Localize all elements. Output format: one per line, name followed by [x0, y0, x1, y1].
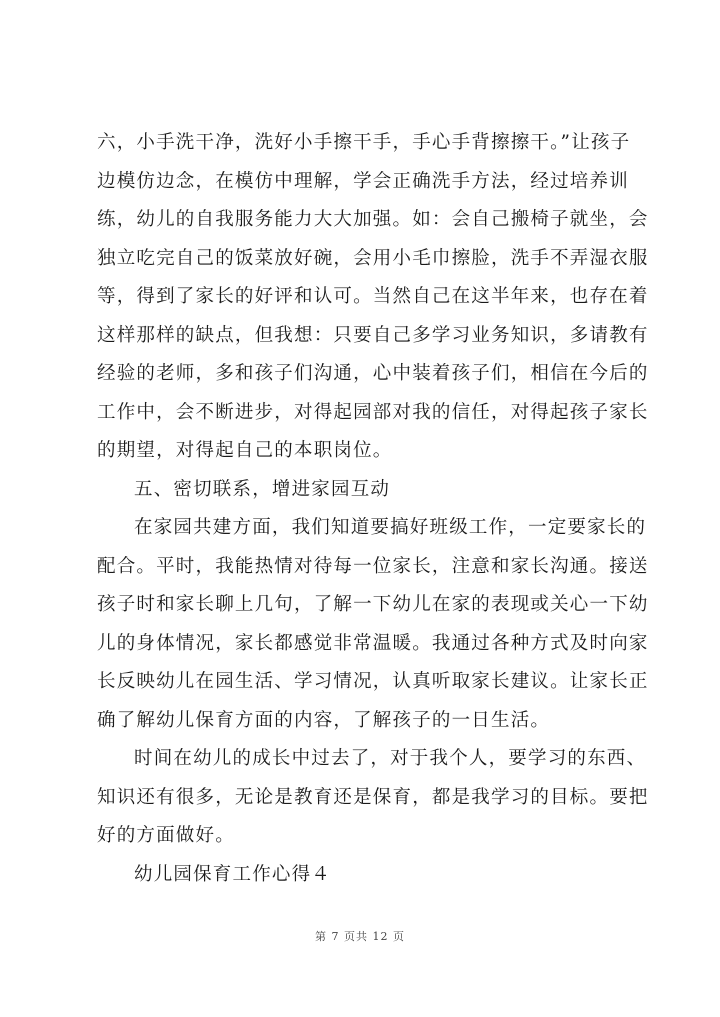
text-line: 的期望，对得起自己的本职岗位。 [97, 440, 393, 461]
text-line: 等，得到了家长的好评和认可。当然自己在这半年来，也存在着 [97, 286, 649, 307]
text-line: 确了解幼儿保育方面的内容，了解孩子的一日生活。 [97, 709, 551, 731]
text-line: 好的方面做好。 [97, 825, 235, 846]
text-line: 长反映幼儿在园生活、学习情况，认真听取家长建议。让家长正 [97, 671, 649, 692]
text-line: 练，幼儿的自我服务能力大大加强。如：会自己搬椅子就坐，会 [97, 209, 649, 230]
text-line: 在家园共建方面，我们知道要搞好班级工作，一定要家长的 [134, 517, 647, 538]
text-line: 经验的老师，多和孩子们沟通，心中装着孩子们，相信在今后的 [97, 363, 649, 384]
text-line: 配合。平时，我能热情对待每一位家长，注意和家长沟通。接送 [97, 555, 649, 577]
article-title: 幼儿园保育工作心得４ [134, 863, 332, 885]
text-line: 孩子时和家长聊上几句，了解一下幼儿在家的表现或关心一下幼 [97, 594, 649, 615]
text-line: 边模仿边念，在模仿中理解，学会正确洗手方法，经过培养训 [97, 170, 629, 192]
text-line: 独立吃完自己的饭菜放好碗，会用小毛巾擦脸，洗手不弄湿衣服 [97, 247, 649, 269]
text-line: 儿的身体情况，家长都感觉非常温暖。我通过各种方式及时向家 [97, 632, 649, 654]
text-line: 工作中，会不断进步，对得起园部对我的信任，对得起孩子家长 [97, 401, 649, 423]
page-number-footer: 第 7 页共 12 页 [315, 930, 405, 943]
document-body [97, 124, 649, 894]
text-line: 时间在幼儿的成长中过去了，对于我个人，要学习的东西、 [134, 748, 647, 769]
text-line: 知识还有很多，无论是教育还是保育，都是我学习的目标。要把 [97, 786, 649, 808]
text-line: 六，小手洗干净，洗好小手擦干手，手心手背擦擦干。”让孩子 [97, 132, 631, 153]
text-line: 这样那样的缺点，但我想：只要自己多学习业务知识，多请教有 [97, 324, 649, 346]
section-heading: 五、密切联系，增进家园互动 [134, 478, 391, 500]
